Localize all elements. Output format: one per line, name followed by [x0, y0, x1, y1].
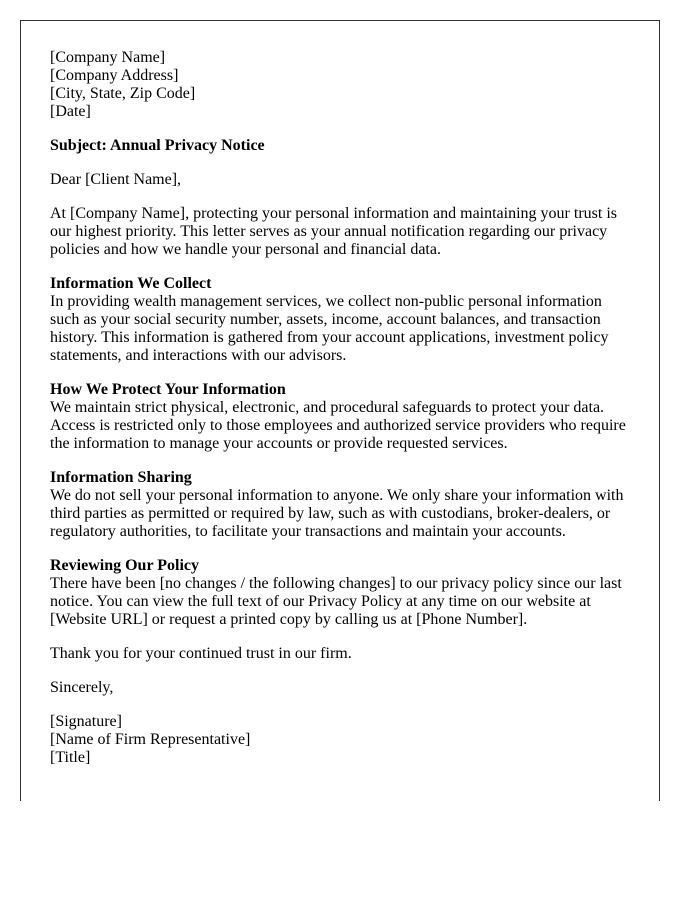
signature-block [50, 713, 639, 767]
intro-paragraph [50, 205, 639, 259]
paragraph-line: notice. You can view the full text of our Privacy Policy at any time on our website at [50, 593, 591, 610]
section-reviewing-our-policy [50, 557, 639, 629]
paragraph-line: There have been [no changes / the following changes] to our privacy policy since our last [50, 575, 622, 592]
company-name: [Company Name] [50, 49, 166, 66]
paragraph-line: such as your social security number, assets, income, account balances, and transaction [50, 311, 601, 328]
sender-address-block [50, 49, 639, 121]
subject-block [50, 137, 639, 155]
paragraph-line: Access is restricted only to those employees and authorized service providers who require [50, 417, 626, 434]
letter-date: [Date] [50, 103, 91, 120]
subject-line: Subject: Annual Privacy Notice [50, 137, 265, 154]
section-heading: Information We Collect [50, 275, 212, 292]
closing-thanks: Thank you for your continued trust in our firm. [50, 645, 352, 662]
representative-title: [Title] [50, 749, 91, 766]
paragraph-line: We maintain strict physical, electronic, and procedural safeguards to protect your data. [50, 399, 605, 416]
paragraph-line: history. This information is gathered from your account applications, investment policy [50, 329, 609, 346]
section-information-we-collect [50, 275, 639, 365]
representative-name: [Name of Firm Representative] [50, 731, 251, 748]
valediction: Sincerely, [50, 679, 114, 696]
salutation: Dear [Client Name], [50, 171, 182, 188]
paragraph-line: policies and how we handle your personal and financial data. [50, 241, 441, 258]
paragraph-line: [Website URL] or request a printed copy by calling us at [Phone Number]. [50, 611, 528, 628]
paragraph-line: We do not sell your personal information to anyone. We only share your information with [50, 487, 624, 504]
closing-thanks-block [50, 645, 639, 663]
signature: [Signature] [50, 713, 122, 730]
section-heading: How We Protect Your Information [50, 381, 286, 398]
paragraph-line: the information to manage your accounts or provide requested services. [50, 435, 508, 452]
letter-page [20, 20, 660, 801]
paragraph-line: regulatory authorities, to facilitate your transactions and maintain your accounts. [50, 523, 566, 540]
valediction-block [50, 679, 639, 697]
paragraph-line: statements, and interactions with our advisors. [50, 347, 347, 364]
section-heading: Reviewing Our Policy [50, 557, 200, 574]
company-address: [Company Address] [50, 67, 179, 84]
section-how-we-protect [50, 381, 639, 453]
salutation-block [50, 171, 639, 189]
paragraph-line: third parties as permitted or required by law, such as with custodians, broker-dealers, or [50, 505, 611, 522]
paragraph-line: At [Company Name], protecting your personal information and maintaining your trust is [50, 205, 617, 222]
paragraph-line: our highest priority. This letter serves as your annual notification regarding our privacy [50, 223, 608, 240]
city-state-zip: [City, State, Zip Code] [50, 85, 196, 102]
section-information-sharing [50, 469, 639, 541]
section-heading: Information Sharing [50, 469, 192, 486]
paragraph-line: In providing wealth management services, we collect non-public personal information [50, 293, 602, 310]
